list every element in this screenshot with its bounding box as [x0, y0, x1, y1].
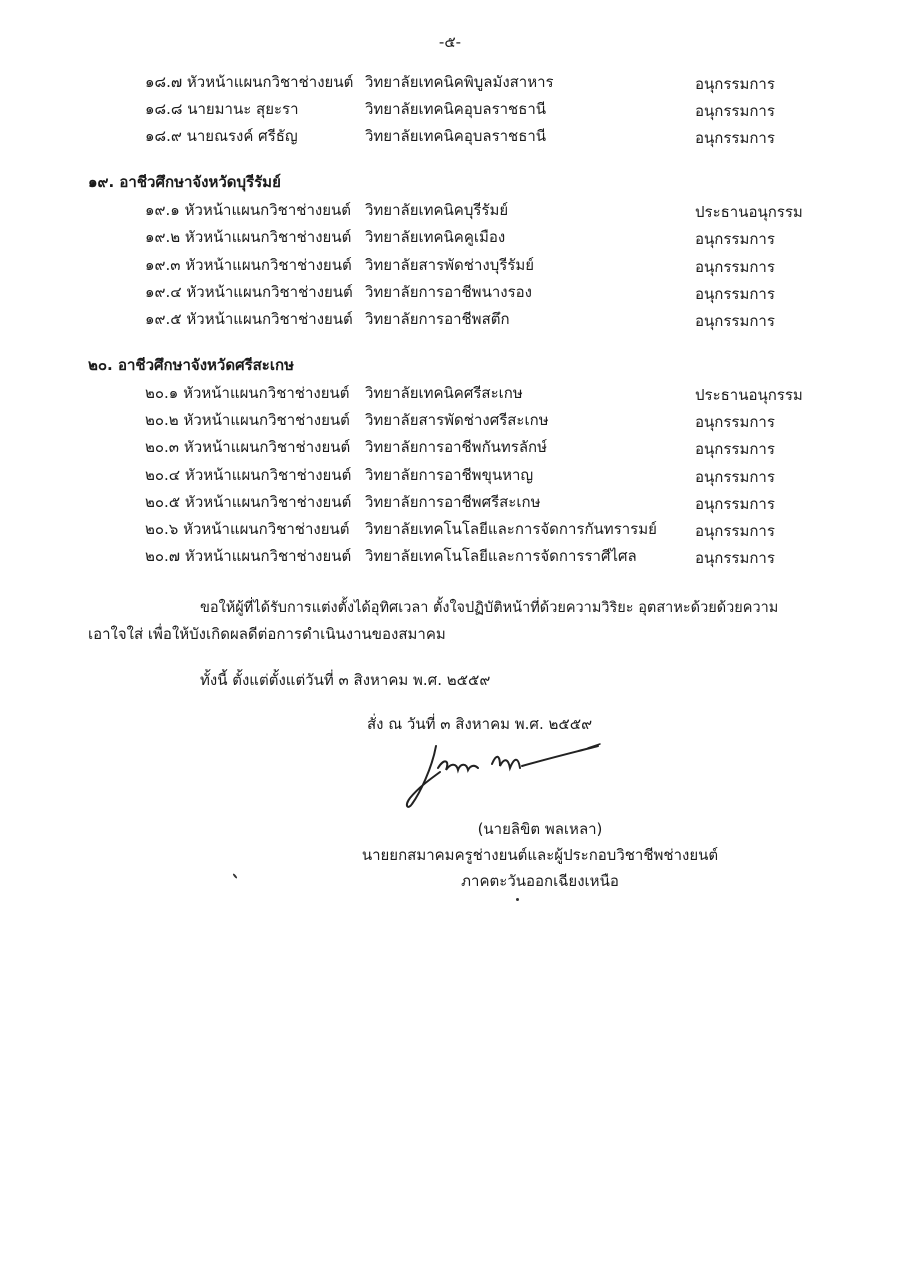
member-name: ๒๐.๔ หัวหน้าแผนกวิชาช่างยนต์	[145, 466, 352, 484]
member-institution: วิทยาลัยการอาชีพขุนหาญ	[365, 466, 534, 484]
member-name: ๒๐.๖ หัวหน้าแผนกวิชาช่างยนต์	[145, 520, 350, 538]
member-institution: วิทยาลัยการอาชีพสตึก	[365, 310, 510, 328]
closing-paragraph-line-1: ขอให้ผู้ที่ได้รับการแต่งตั้งได้อุทิศเวลา ตั้งใจปฏิบัติหน้าที่ด้วยความวิริยะ อุตสาหะด้วยด้วยความ	[200, 600, 779, 616]
member-role: อนุกรรมการ	[695, 258, 775, 276]
member-name: ๑๙.๔ หัวหน้าแผนกวิชาช่างยนต์	[145, 283, 353, 301]
member-institution: วิทยาลัยเทคนิคคูเมือง	[365, 228, 506, 246]
member-name: ๑๙.๕ หัวหน้าแผนกวิชาช่างยนต์	[145, 310, 353, 328]
scan-mark	[516, 898, 519, 901]
member-role: อนุกรรมการ	[695, 413, 775, 431]
section-heading: ๒๐. อาชีวศึกษาจังหวัดศรีสะเกษ	[88, 356, 294, 374]
member-name: ๑๙.๒ หัวหน้าแผนกวิชาช่างยนต์	[145, 228, 352, 246]
member-institution: วิทยาลัยการอาชีพกันทรลักษ์	[365, 438, 548, 456]
member-name: ๒๐.๕ หัวหน้าแผนกวิชาช่างยนต์	[145, 493, 352, 511]
member-institution: วิทยาลัยเทคนิคอุบลราชธานี	[365, 127, 547, 145]
member-name: ๑๘.๙ นายณรงค์ ศรีธัญ	[145, 127, 298, 145]
signatory-title-line-2: ภาคตะวันออกเฉียงเหนือ	[461, 872, 619, 890]
member-role: อนุกรรมการ	[695, 495, 775, 513]
member-role: อนุกรรมการ	[695, 549, 775, 567]
member-role: อนุกรรมการ	[695, 230, 775, 248]
order-date: สั่ง ณ วันที่ ๓ สิงหาคม พ.ศ. ๒๕๕๙	[367, 715, 593, 733]
member-role: อนุกรรมการ	[695, 468, 775, 486]
member-role: อนุกรรมการ	[695, 129, 775, 147]
member-role: อนุกรรมการ	[695, 285, 775, 303]
member-role: อนุกรรมการ	[695, 102, 775, 120]
member-institution: วิทยาลัยสารพัดช่างศรีสะเกษ	[365, 411, 549, 429]
member-name: ๒๐.๑ หัวหน้าแผนกวิชาช่างยนต์	[145, 384, 350, 402]
effective-date: ทั้งนี้ ตั้งแต่ตั้งแต่วันที่ ๓ สิงหาคม พ.ศ. ๒๕๕๙	[200, 671, 491, 689]
member-institution: วิทยาลัยการอาชีพศรีสะเกษ	[365, 493, 541, 511]
member-name: ๑๙.๑ หัวหน้าแผนกวิชาช่างยนต์	[145, 201, 351, 219]
member-role: อนุกรรมการ	[695, 312, 775, 330]
member-role: อนุกรรมการ	[695, 522, 775, 540]
member-role: อนุกรรมการ	[695, 75, 775, 93]
member-institution: วิทยาลัยเทคนิคอุบลราชธานี	[365, 100, 547, 118]
member-institution: วิทยาลัยสารพัดช่างบุรีรัมย์	[365, 256, 535, 274]
signatory-name: (นายลิขิต พลเหลา)	[477, 820, 603, 838]
member-institution: วิทยาลัยเทคนิคบุรีรัมย์	[365, 201, 509, 219]
section-heading: ๑๙. อาชีวศึกษาจังหวัดบุรีรัมย์	[88, 173, 281, 191]
member-institution: วิทยาลัยเทคนิคพิบูลมังสาหาร	[365, 73, 554, 91]
closing-paragraph-line-2: เอาใจใส่ เพื่อให้บังเกิดผลดีต่อการดำเนินงานของสมาคม	[88, 625, 446, 643]
scan-mark	[232, 873, 237, 879]
member-role: ประธานอนุกรรม	[695, 203, 803, 221]
member-role: ประธานอนุกรรม	[695, 386, 803, 404]
member-institution: วิทยาลัยเทคโนโลยีและการจัดการราศีไศล	[365, 547, 637, 565]
member-name: ๒๐.๓ หัวหน้าแผนกวิชาช่างยนต์	[145, 438, 351, 456]
member-role: อนุกรรมการ	[695, 440, 775, 458]
member-institution: วิทยาลัยเทคนิคศรีสะเกษ	[365, 384, 523, 402]
member-institution: วิทยาลัยการอาชีพนางรอง	[365, 283, 532, 301]
member-name: ๑๘.๘ นายมานะ สุยะรา	[145, 100, 299, 118]
signature-image	[400, 738, 610, 818]
member-name: ๑๘.๗ หัวหน้าแผนกวิชาช่างยนต์	[145, 73, 354, 91]
signatory-title-line-1: นายยกสมาคมครูช่างยนต์และผู้ประกอบวิชาชีพช่างยนต์	[361, 846, 719, 864]
member-institution: วิทยาลัยเทคโนโลยีและการจัดการกันทรารมย์	[365, 520, 657, 538]
member-name: ๑๙.๓ หัวหน้าแผนกวิชาช่างยนต์	[145, 256, 352, 274]
member-name: ๒๐.๗ หัวหน้าแผนกวิชาช่างยนต์	[145, 547, 352, 565]
page-number: -๕-	[438, 33, 462, 51]
member-name: ๒๐.๒ หัวหน้าแผนกวิชาช่างยนต์	[145, 411, 350, 429]
